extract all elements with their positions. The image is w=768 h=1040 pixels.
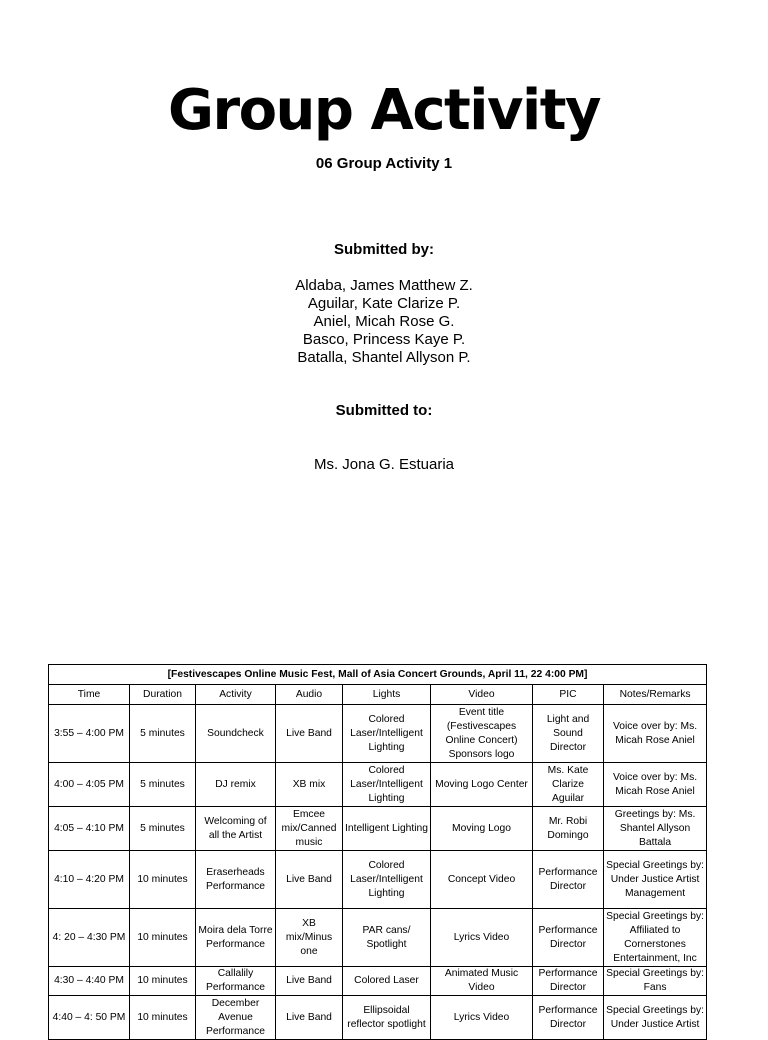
column-header: Notes/Remarks bbox=[604, 685, 707, 705]
table-cell: Mr. Robi Domingo bbox=[533, 807, 604, 851]
column-header: Lights bbox=[343, 685, 431, 705]
table-cell: Special Greetings by: Under Justice Artist Management bbox=[604, 851, 707, 909]
table-cell: Live Band bbox=[276, 705, 343, 763]
table-cell: Performance Director bbox=[533, 909, 604, 967]
table-cell: Callalily Performance bbox=[196, 967, 276, 996]
table-cell: Concept Video bbox=[431, 851, 533, 909]
table-cell: Ms. Kate Clarize Aguilar bbox=[533, 763, 604, 807]
table-cell: Moira dela Torre Performance bbox=[196, 909, 276, 967]
table-cell: Special Greetings by: Fans bbox=[604, 967, 707, 996]
table-cell: Ellipsoidal reflector spotlight bbox=[343, 996, 431, 1040]
table-cell: Special Greetings by: Affiliated to Cornerstones Entertainment, Inc bbox=[604, 909, 707, 967]
table-cell: Eraserheads Performance bbox=[196, 851, 276, 909]
member-list bbox=[0, 277, 768, 367]
table-cell: 5 minutes bbox=[130, 763, 196, 807]
table-cell: Moving Logo bbox=[431, 807, 533, 851]
table-header-row bbox=[49, 685, 707, 705]
table-cell: Colored Laser/Intelligent Lighting bbox=[343, 705, 431, 763]
table-cell: 4:40 – 4: 50 PM bbox=[49, 996, 130, 1040]
table-cell: Moving Logo Center bbox=[431, 763, 533, 807]
table-row bbox=[49, 851, 707, 909]
table-row bbox=[49, 705, 707, 763]
table-cell: Colored Laser/Intelligent Lighting bbox=[343, 763, 431, 807]
table-cell: Lyrics Video bbox=[431, 996, 533, 1040]
table-cell: 4:05 – 4:10 PM bbox=[49, 807, 130, 851]
table-cell: Live Band bbox=[276, 967, 343, 996]
table-cell: Colored Laser bbox=[343, 967, 431, 996]
table-cell: Voice over by: Ms. Micah Rose Aniel bbox=[604, 763, 707, 807]
column-header: Duration bbox=[130, 685, 196, 705]
table-cell: 10 minutes bbox=[130, 851, 196, 909]
table-row bbox=[49, 807, 707, 851]
table-cell: Soundcheck bbox=[196, 705, 276, 763]
table-cell: 3:55 – 4:00 PM bbox=[49, 705, 130, 763]
table-cell: 10 minutes bbox=[130, 909, 196, 967]
table-cell: 4:30 – 4:40 PM bbox=[49, 967, 130, 996]
table-cell: 10 minutes bbox=[130, 967, 196, 996]
table-cell: PAR cans/ Spotlight bbox=[343, 909, 431, 967]
submitted-to-label: Submitted to: bbox=[335, 402, 433, 419]
table-row bbox=[49, 996, 707, 1040]
table-cell: Welcoming of all the Artist bbox=[196, 807, 276, 851]
member-name: Aguilar, Kate Clarize P. bbox=[307, 295, 461, 312]
column-header: Activity bbox=[196, 685, 276, 705]
column-header: Time bbox=[49, 685, 130, 705]
column-header: Video bbox=[431, 685, 533, 705]
table-cell: Voice over by: Ms. Micah Rose Aniel bbox=[604, 705, 707, 763]
table-row bbox=[49, 763, 707, 807]
table-cell: 4: 20 – 4:30 PM bbox=[49, 909, 130, 967]
table-cell: Emcee mix/Canned music bbox=[276, 807, 343, 851]
member-name: Aldaba, James Matthew Z. bbox=[295, 277, 473, 294]
table-cell: DJ remix bbox=[196, 763, 276, 807]
table-row bbox=[49, 967, 707, 996]
table-cell: Greetings by: Ms. Shantel Allyson Battala bbox=[604, 807, 707, 851]
document-subtitle: 06 Group Activity 1 bbox=[315, 155, 453, 172]
table-cell: Special Greetings by: Under Justice Artist bbox=[604, 996, 707, 1040]
event-banner: [Festivescapes Online Music Fest, Mall of Asia Concert Grounds, April 11, 22 4:00 PM] bbox=[49, 665, 707, 685]
table-cell: Animated Music Video bbox=[431, 967, 533, 996]
submitted-to-name: Ms. Jona G. Estuaria bbox=[313, 456, 455, 473]
table-cell: Performance Director bbox=[533, 996, 604, 1040]
table-cell: 5 minutes bbox=[130, 705, 196, 763]
table-cell: Live Band bbox=[276, 996, 343, 1040]
column-header: PIC bbox=[533, 685, 604, 705]
table-cell: Event title (Festivescapes Online Concert) Sponsors logo bbox=[431, 705, 533, 763]
document-title: Group Activity bbox=[168, 78, 600, 143]
program-flow-table bbox=[48, 664, 707, 1040]
member-name: Batalla, Shantel Allyson P. bbox=[297, 349, 471, 366]
table-cell: XB mix/Minus one bbox=[276, 909, 343, 967]
table-cell: 10 minutes bbox=[130, 996, 196, 1040]
table-cell: Light and Sound Director bbox=[533, 705, 604, 763]
member-name: Aniel, Micah Rose G. bbox=[313, 313, 455, 330]
table-cell: Live Band bbox=[276, 851, 343, 909]
table-cell: Intelligent Lighting bbox=[343, 807, 431, 851]
table-cell: 4:00 – 4:05 PM bbox=[49, 763, 130, 807]
table-cell: 4:10 – 4:20 PM bbox=[49, 851, 130, 909]
table-cell: 5 minutes bbox=[130, 807, 196, 851]
column-header: Audio bbox=[276, 685, 343, 705]
table-cell: Colored Laser/Intelligent Lighting bbox=[343, 851, 431, 909]
member-name: Basco, Princess Kaye P. bbox=[302, 331, 466, 348]
submitted-by-label: Submitted by: bbox=[334, 241, 434, 258]
table-cell: December Avenue Performance bbox=[196, 996, 276, 1040]
table-cell: XB mix bbox=[276, 763, 343, 807]
table-cell: Lyrics Video bbox=[431, 909, 533, 967]
table-banner-row bbox=[49, 665, 707, 685]
table-row bbox=[49, 909, 707, 967]
table-cell: Performance Director bbox=[533, 851, 604, 909]
table-cell: Performance Director bbox=[533, 967, 604, 996]
